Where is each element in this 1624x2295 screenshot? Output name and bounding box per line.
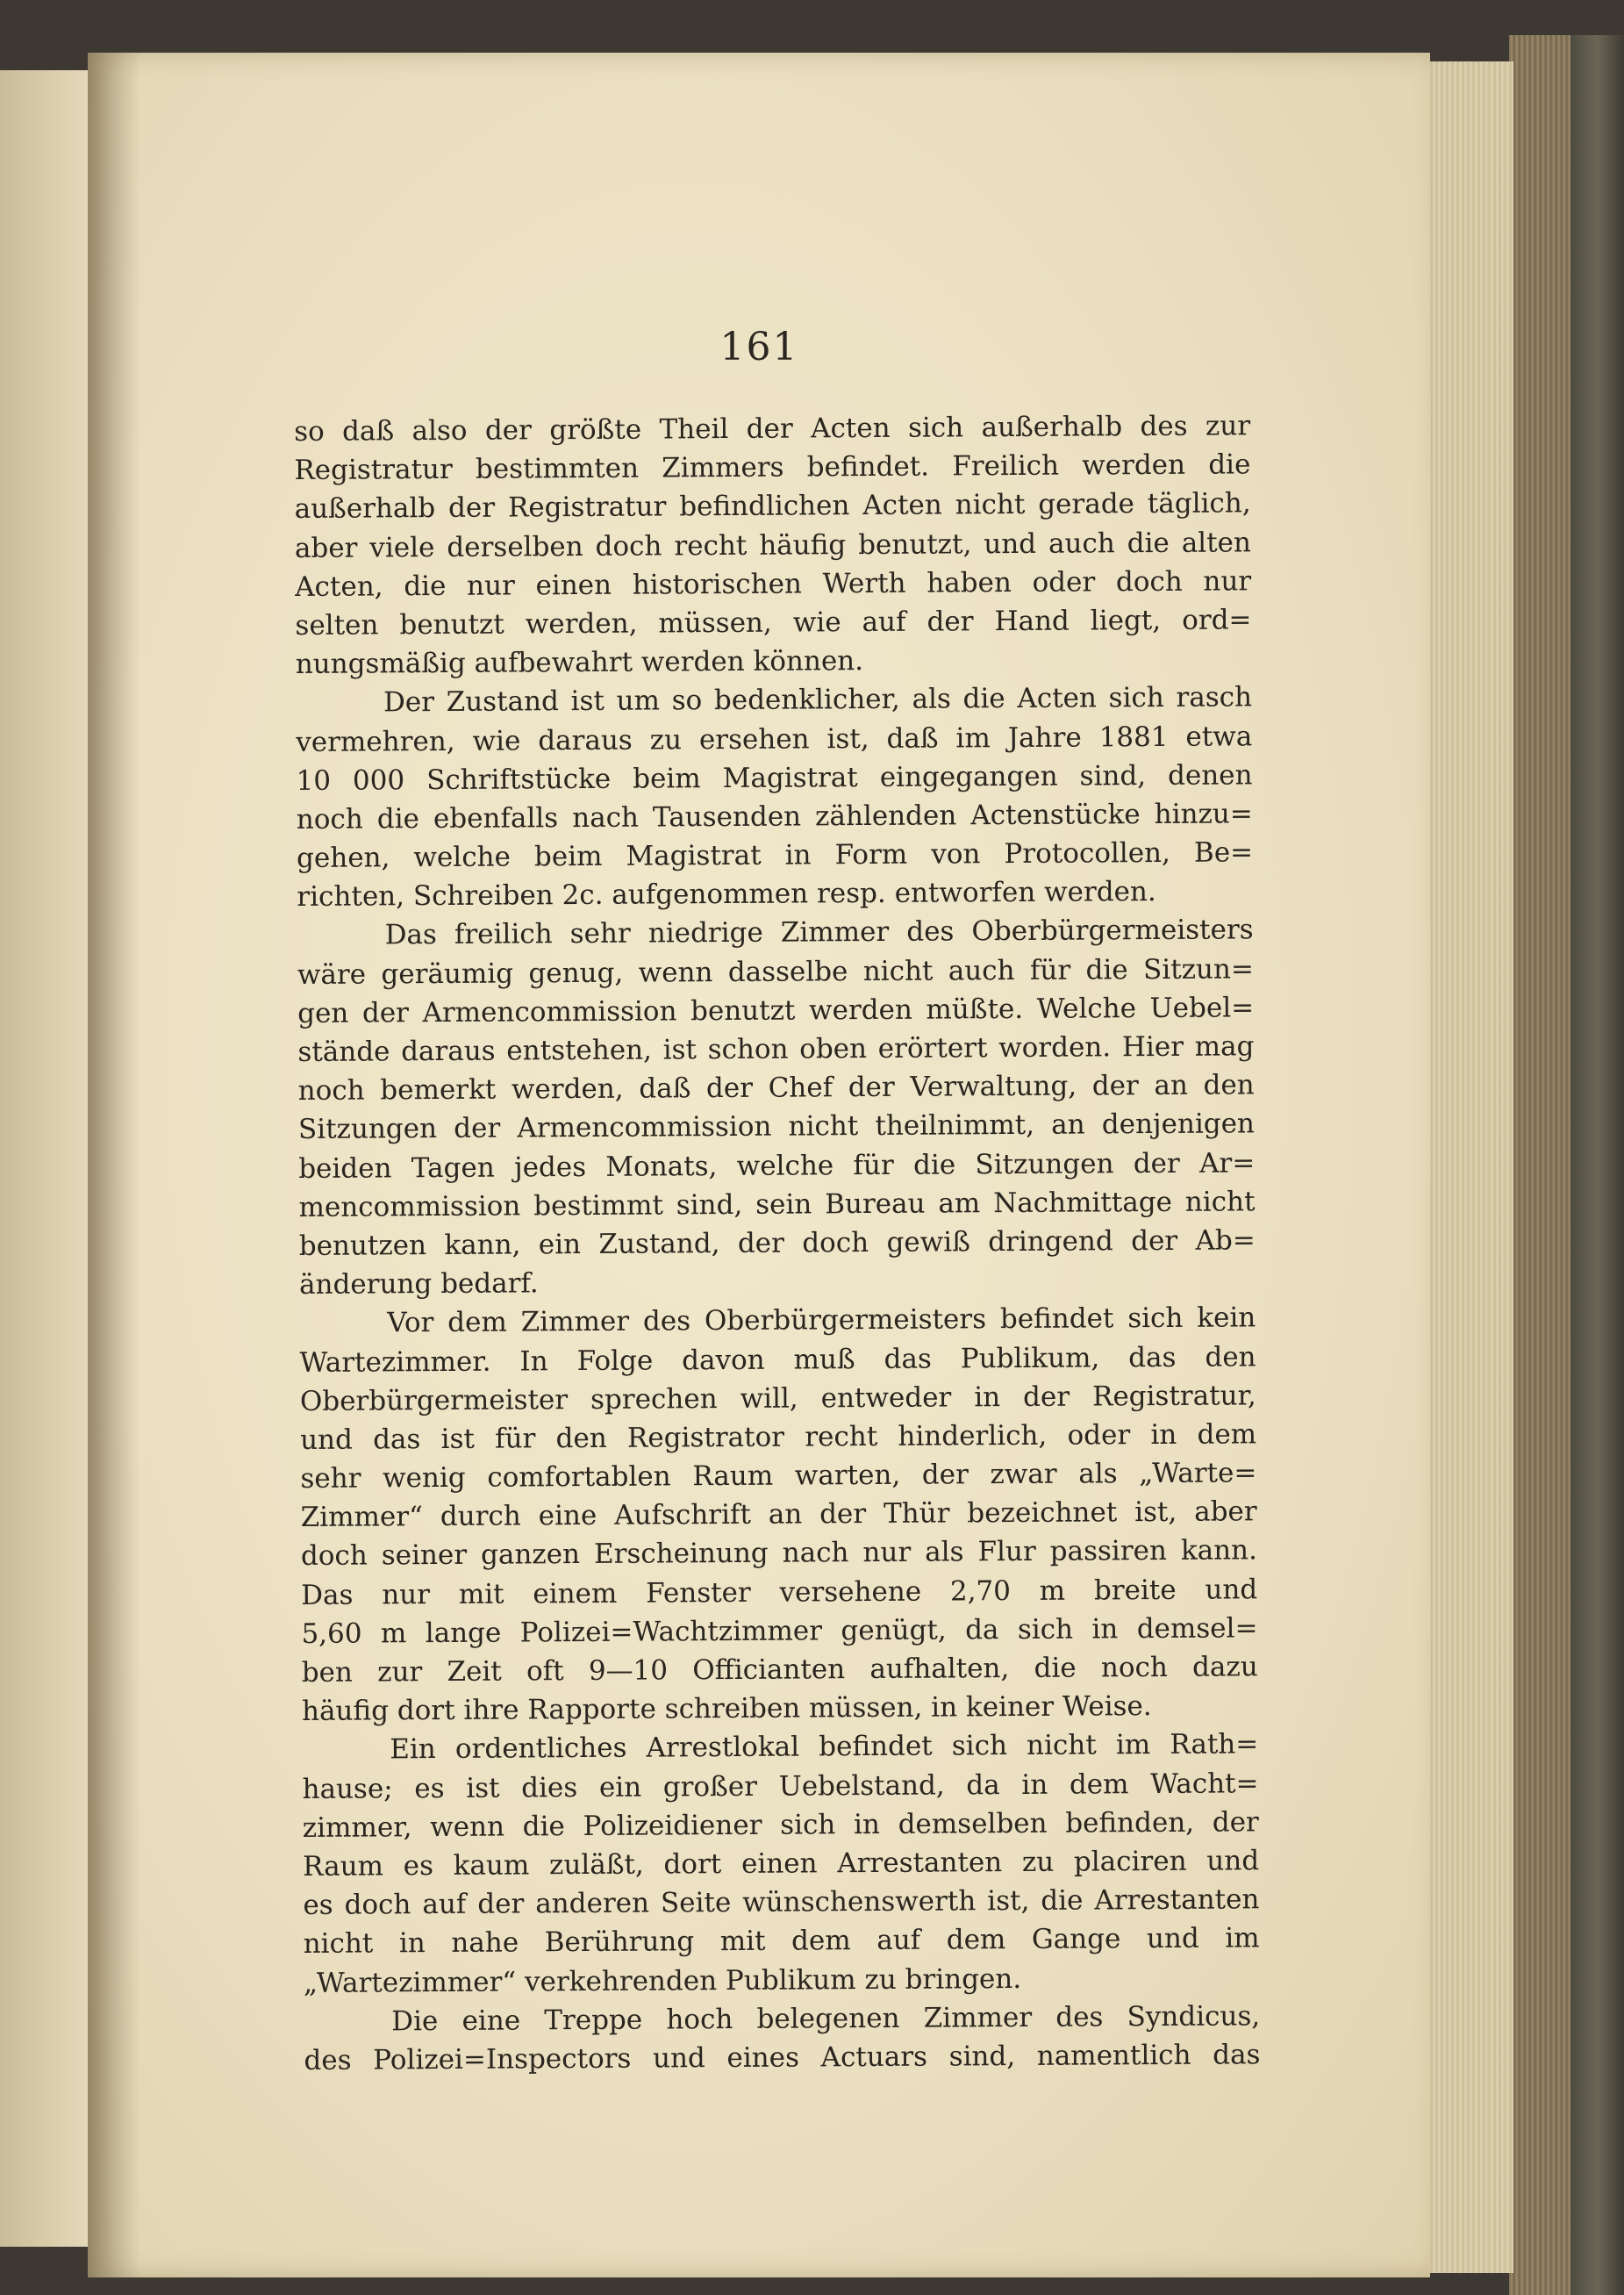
text-line: Das freilich sehr niedrige Zimmer des Oberbürgermeisters: [384, 914, 1254, 951]
text-line: des Polizei=Inspectors und eines Actuars sind, namentlich das: [304, 2039, 1261, 2076]
text-line: doch seiner ganzen Erscheinung nach nur als Flur passiren kann.: [300, 1534, 1258, 1573]
text-line: gehen, welche beim Magistrat in Form von Protocollen, Be=: [296, 836, 1254, 875]
text-line: selten benutzt werden, müssen, wie auf der Hand liegt, ord=: [295, 604, 1252, 642]
text-line: „Wartezimmer“ verkehrenden Publikum zu bringen.: [303, 1962, 1022, 1999]
text-line: mencommission bestimmt sind, sein Bureau am Nachmittage nicht: [298, 1186, 1256, 1223]
book-page: [88, 53, 1430, 2277]
text-line: Acten, die nur einen historischen Werth haben oder doch nur: [295, 565, 1252, 603]
text-line: änderung bedarf.: [298, 1267, 539, 1302]
text-line: so daß also der größte Theil der Acten sich außerhalb des zur: [294, 410, 1251, 448]
book-cover-cloth: [1570, 35, 1624, 2295]
text-line: aber viele derselben doch recht häufig benutzt, und auch die alten: [294, 526, 1252, 564]
text-line: zimmer, wenn die Polizeidiener sich in demselben befinden, der: [302, 1806, 1259, 1844]
text-line: häufig dort ihre Rapporte schreiben müssen, in keiner Weise.: [301, 1690, 1152, 1728]
text-line: noch bemerkt werden, daß der Chef der Verwaltung, der an den: [297, 1069, 1255, 1108]
text-line: sehr wenig comfortablen Raum warten, der zwar als „Warte=: [300, 1457, 1257, 1495]
page-gutter-shadow: [88, 53, 140, 2277]
page-number: 161: [719, 325, 799, 369]
text-line: noch die ebenfalls nach Tausenden zählenden Actenstücke hinzu=: [296, 798, 1253, 836]
text-line: vermehren, wie daraus zu ersehen ist, daß im Jahre 1881 etwa: [296, 720, 1253, 758]
text-line: hause; es ist dies ein großer Uebelstand, da in dem Wacht=: [302, 1767, 1259, 1805]
text-line: Ein ordentliches Arrestlokal befindet sich nicht im Rath=: [390, 1728, 1259, 1766]
text-line: Registratur bestimmten Zimmers befindet. Freilich werden die: [294, 448, 1251, 487]
text-line: beiden Tagen jedes Monats, welche für die Sitzungen der Ar=: [298, 1146, 1256, 1185]
text-line: Der Zustand ist um so bedenklicher, als die Acten sich rasch: [383, 681, 1253, 719]
text-line: richten, Schreiben 2c. aufgenommen resp. entworfen werden.: [297, 876, 1156, 914]
text-line: es doch auf der anderen Seite wünschenswerth ist, die Arrestanten: [303, 1883, 1260, 1922]
text-line: Raum es kaum zuläßt, dort einen Arrestanten zu placiren und: [303, 1845, 1260, 1883]
body-text: [294, 406, 1261, 2080]
text-line: Oberbürgermeister sprechen will, entweder in der Registratur,: [299, 1380, 1256, 1417]
text-line: und das ist für den Registrator recht hinderlich, oder in dem: [300, 1418, 1257, 1456]
text-line: wäre geräumig genug, wenn dasselbe nicht auch für die Sitzun=: [297, 952, 1255, 991]
text-line: Sitzungen der Armencommission nicht theilnimmt, an denjenigen: [297, 1108, 1256, 1146]
text-line: Das nur mit einem Fenster versehene 2,70 m breite und: [301, 1573, 1258, 1611]
text-line: Wartezimmer. In Folge davon muß das Publikum, das den: [299, 1340, 1256, 1379]
text-line: außerhalb der Registratur befindlichen Acten nicht gerade täglich,: [294, 487, 1251, 526]
text-line: nungsmäßig aufbewahrt werden können.: [295, 645, 864, 681]
text-line: 5,60 m lange Polizei=Wachtzimmer genügt, da sich in demsel=: [301, 1612, 1258, 1650]
text-line: ben zur Zeit oft 9—10 Officianten aufhalten, die noch dazu: [301, 1651, 1258, 1689]
text-line: Die eine Treppe hoch belegenen Zimmer des Syndicus,: [391, 1999, 1261, 2038]
text-line: gen der Armencommission benutzt werden müßte. Welche Uebel=: [297, 992, 1255, 1029]
text-line: stände daraus entstehen, ist schon oben erörtert worden. Hier mag: [297, 1030, 1255, 1068]
text-line: 10 000 Schriftstücke beim Magistrat eingegangen sind, denen: [296, 759, 1253, 797]
text-line: Zimmer“ durch eine Aufschrift an der Thür bezeichnet ist, aber: [300, 1495, 1257, 1534]
text-line: benutzen kann, ein Zustand, der doch gewiß dringend der Ab=: [298, 1224, 1256, 1262]
text-line: nicht in nahe Berührung mit dem auf dem Gange und im: [303, 1922, 1260, 1961]
text-line: Vor dem Zimmer des Oberbürgermeisters befindet sich kein: [387, 1302, 1256, 1339]
